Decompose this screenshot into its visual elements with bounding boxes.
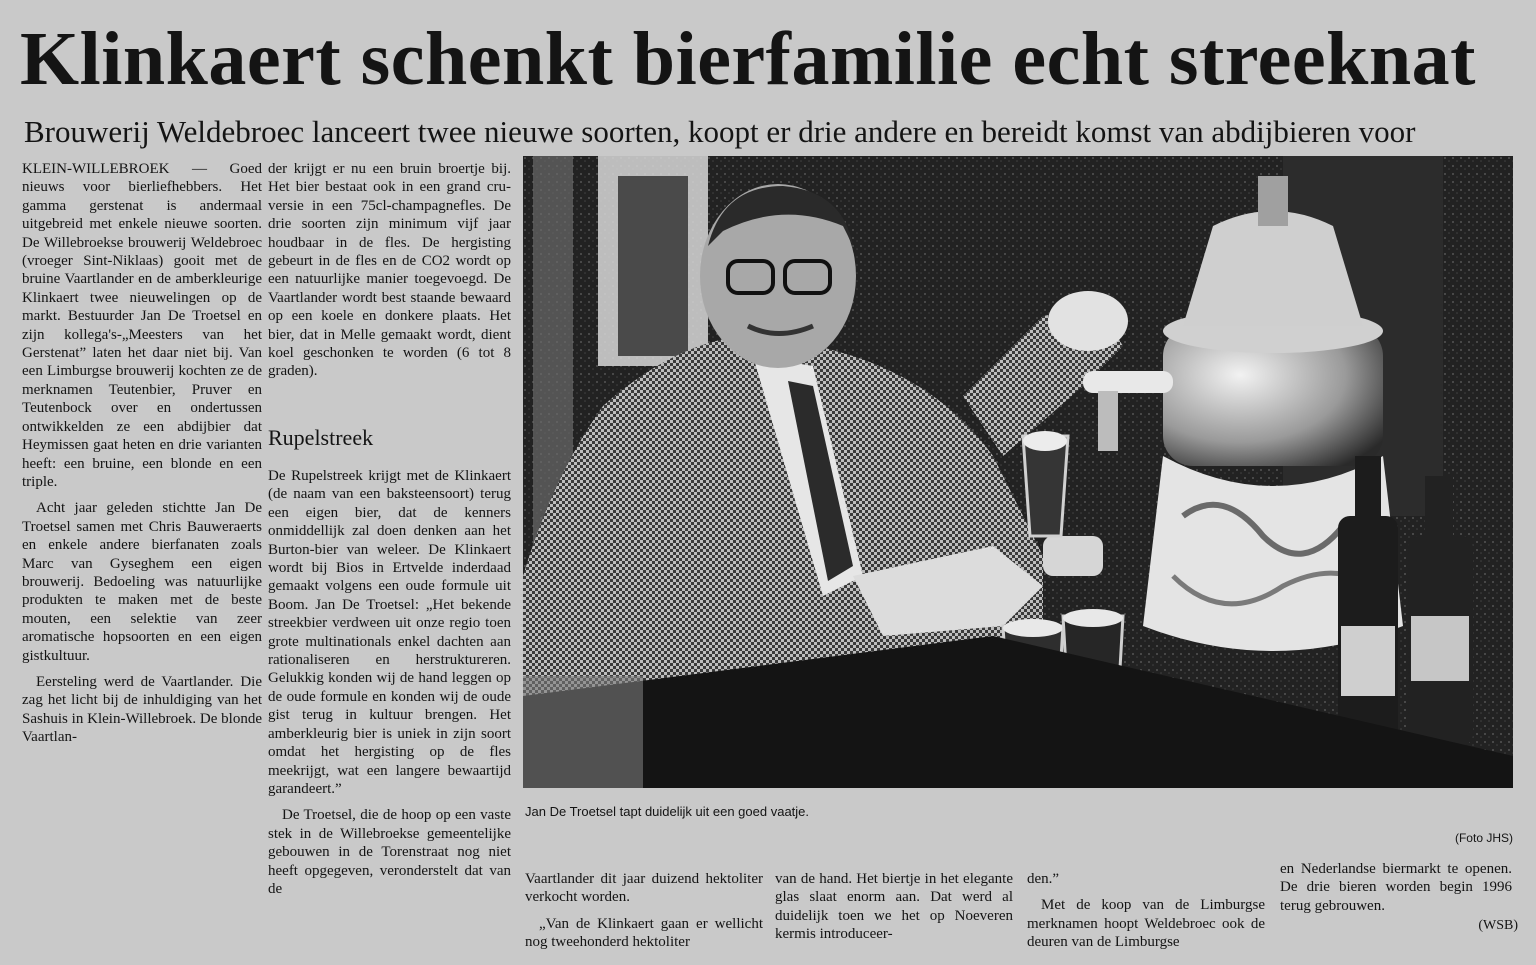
paragraph: der krijgt er nu een bruin broertje bij. Het bier bestaat ook in een grand cru-versie in een 75cl-champagnefles. De drie soorten zijn minimum vijf jaar houdbaar in de fles. De hergisting gebeurt in de fles en de CO2 wordt op een natuurlijke manier toegevoegd. De Vaartlander wordt best staande bewaard op een koele en donkere plaats. Het bier, dat in Melle gemaakt wordt, dient koel geschonken te worden (6 tot 8 graden). [268,161,511,380]
article-photo [523,156,1513,788]
article-headline: Klinkaert schenkt bierfamilie echt streeknat [20,17,1476,101]
article-subheadline: Brouwerij Weldebroec lanceert twee nieuwe soorten, koopt er drie andere en bereidt komst van abdijbieren voor [24,114,1416,149]
paragraph: „Van de Klinkaert gaan er wellicht nog tweehonderd hektoliter [525,915,763,951]
article-byline: (WSB) [1478,918,1518,933]
article-column-1 [22,160,262,747]
paragraph: den.” [1027,871,1060,887]
paragraph: De Troetsel, die de hoop op een vaste stek in de Willebroekse gemeentelijke gebouwen in de Torenstraat nog niet heeft opgegeven, veronderstelt dat van de [268,807,511,897]
photo-caption: Jan De Troetsel tapt duidelijk uit een goed vaatje. [525,804,810,819]
article-column-bottom-1 [525,870,763,951]
paragraph: Eersteling werd de Vaartlander. Die zag het licht bij de inhuldiging van het Sashuis in Klein-Willebroek. De blonde Vaartlan- [22,673,262,746]
paragraph: Acht jaar geleden stichtte Jan De Troetsel samen met Chris Bauweraerts en enkele andere bierfanaten zoals Marc van Gyseghem een eigen brouwerij. Bedoeling was natuurlijke produkten te maken met de beste mouten, een selektie van zeer aromatische hopsoorten en een eigen gistkultuur. [22,500,262,664]
paragraph: en Nederlandse biermarkt te openen. De drie bieren worden begin 1996 terug gebrouwen. [1280,861,1512,914]
paragraph: De Rupelstreek krijgt met de Klinkaert (de naam van een baksteensoort) terug een eigen bier, dat de kenners onmiddellijk zal doen denken aan het Burton-bier van weleer. De Klinkaert wordt bij Bios in Ertvelde inderdaad gemaakt volgens een oude formule uit Boom. Jan De Troetsel: „Het bekende streekbier verdween uit onze regio toen grote multinationals enkel dachten aan rationaliseren en herstruktureren. Gelukkig konden wij de hand leggen op de oude formule en konden wij de oude gist terug in kultuur brengen. Het amberkleurig bier is uniek in zijn soort omdat het hergisting op de fles meekrijgt, wat een langere bewaartijd garandeert.” [268,468,511,797]
paragraph: Vaartlander dit jaar duizend hektoliter verkocht worden. [525,871,763,906]
photo-credit: (Foto JHS) [1454,831,1513,845]
article-column-bottom-3 [1027,870,1265,951]
paragraph: Met de koop van de Limburgse merknamen hoopt Weldebroec ook de deuren van de Limburgse [1027,897,1265,951]
paragraph: KLEIN-WILLEBROEK — Goed nieuws voor bierliefhebbers. Het gamma gerstenat is andermaal uitgebreid met enkele nieuwe soorten. De Willebroekse brouwerij Weldebroec (vroeger Sint-Niklaas) gooit met de bruine Vaartlander en de amberkleurige Klinkaert twee nieuwelingen op de markt. Bestuurder Jan De Troetsel en zijn kollega's-„Meesters van het Gerstenat” laten het daar niet bij. Van een Limburgse brouwerij kochten ze de merknamen Teutenbier, Pruver en Teutenbock over en ondertussen ontwikkelden ze een abdijbier dat Heymissen gaat heten en drie varianten heeft: een bruine, een blonde en een triple. [22,161,262,490]
article-column-2 [268,160,511,381]
paragraph: van de hand. Het biertje in het elegante glas slaat enorm aan. Dat werd al duidelijk toen we het op Noeveren kermis introduceer- [775,871,1013,943]
section-heading: Rupelstreek [268,425,374,450]
brewer-tapping-beer-image [523,156,1513,788]
article-column-bottom-2 [775,870,1013,943]
article-column-2-continued [268,467,511,898]
